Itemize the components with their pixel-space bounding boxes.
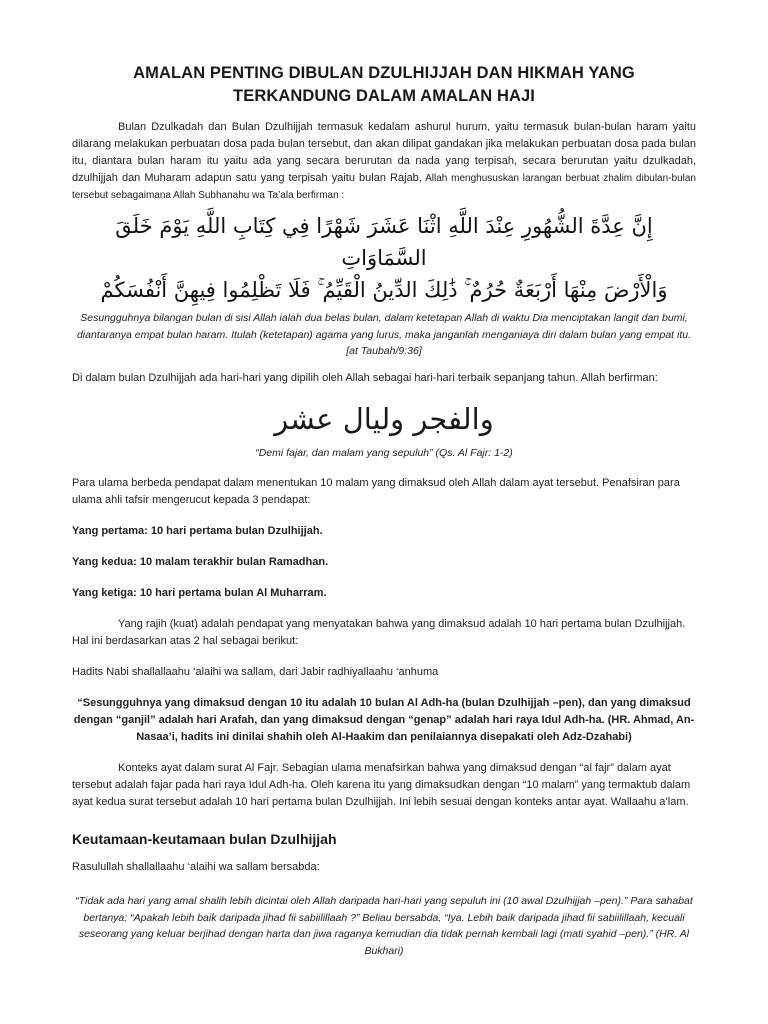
hadith-intro: Hadits Nabi shallallaahu ‘alaihi wa sallam, dari Jabir radhiyallaahu ‘anhuma — [72, 666, 439, 678]
intro-small-text: Allah menghususkan larangan berbuat zhalim dibulan-bulan tersebut sebagaimana Allah Subhanahu wa Ta’ala berfirman : — [72, 173, 696, 201]
ulama-paragraph: Para ulama berbeda pendapat dalam menentukan 10 malam yang dimaksud oleh Allah dalam ayat tersebut. Penafsiran para ulama ahli tafsir mengerucut kepada 3 pendapat: — [72, 477, 680, 506]
hadith-quote: “Sesungguhnya yang dimaksud dengan 10 itu adalah 10 bulan Al Adh-ha (bulan Dzulhijjah –pen), dan yang dimaksud dengan “ganjil” adalah hari Arafah, dan yang dimaksud dengan “genap” adalah hari raya Idul Adh-ha. (HR. Ahmad, An-Nasaa’i, hadits ini dinilai shahih oleh Al-Haakim dan penilaiannya disepakati oleh Adz-Dzahabi) — [73, 697, 695, 743]
section-heading: Keutamaan-keutamaan bulan Dzulhijjah — [72, 831, 337, 847]
title-line-2: TERKANDUNG DALAM AMALAN HAJI — [233, 87, 535, 105]
verse-translation: Sesungguhnya bilangan bulan di sisi Allah ialah dua belas bulan, dalam ketetapan Allah di waktu Dia menciptakan langit dan bumi, diantaranya empat bulan haram. Itulah (ketetapan) agama yang lurus, maka janganlah menganiaya diri dalam bulan yang empat itu. [at Taubah/9:36] — [76, 312, 692, 357]
document-title — [72, 62, 696, 108]
bukhari-quote: “Tidak ada hari yang amal shalih lebih dicintai oleh Allah daripada hari-hari yang sepuluh ini (10 awal Dzulhijjah –pen).” Para sahabat bertanya: “Apakah lebih baik daripada jihad fii sabiilillaah ?” Beliau bersabda, “Iya. Lebih baik daripada jihad fii sabiilillaah, kecuali seseorang yang keluar berjihad dengan harta dan jiwa raganya kemudian dia tidak pernah kembali lagi (mati syahid –pen).” (HR. Al Bukhari) — [75, 895, 693, 957]
title-line-1: AMALAN PENTING DIBULAN DZULHIJJAH DAN HIKMAH YANG — [133, 64, 635, 82]
arabic-verse-line-2: وَالْأَرْضَ مِنْهَا أَرْبَعَةٌ حُرُمٌ ۚ ذَٰلِكَ الدِّينُ الْقَيِّمُ ۚ فَلَا تَظْلِمُوا فِيهِنَّ أَنْفُسَكُمْ — [100, 278, 668, 302]
rasul-intro: Rasulullah shallallaahu ‘alaihi wa sallam bersabda: — [72, 861, 320, 873]
context-paragraph: Konteks ayat dalam surat Al Fajr. Sebagian ulama menafsirkan bahwa yang dimaksud dengan “al fajr” dalam ayat tersebut adalah fajar pada hari raya Idul Adh-ha. Oleh karena itu yang dimaksudkan dengan “10 malam” yang termaktub dalam ayat kedua surat tersebut adalah 10 hari pertama bulan Dzulhijjah. Ini lebih sesuai dengan konteks antar ayat. Wallaahu a’lam. — [72, 762, 691, 808]
opinion-3: Yang ketiga: 10 hari pertama bulan Al Muharram. — [72, 587, 327, 599]
arabic-verse — [72, 210, 696, 306]
arabic-short-verse: والفجر وليال عشر — [274, 401, 494, 436]
opinion-1: Yang pertama: 10 hari pertama bulan Dzulhijjah. — [72, 525, 323, 537]
intro-paragraph — [72, 119, 696, 204]
intro-text: Bulan Dzulkadah dan Bulan Dzulhijjah termasuk kedalam ashurul hurum, yaitu termasuk bulan-bulan haram yaitu dilarang melakukan perbuatan dosa pada bulan tersebut, dan akan dilipat gandakan jika melakukan perbuatan dosa pada bulan itu, diantara bulan haram itu yaitu ada yang secara berurutan da nada yang terpisah, secara berurutan yaitu dzulkadah, dzulhijjah dan Muharam adapun satu yang terpisah yaitu bulan Rajab, — [72, 121, 696, 184]
opinion-2: Yang kedua: 10 malam terakhir bulan Ramadhan. — [72, 556, 329, 568]
short-verse-translation: “Demi fajar, dan malam yang sepuluh” (Qs. Al Fajr: 1-2) — [255, 446, 513, 459]
rajih-paragraph: Yang rajih (kuat) adalah pendapat yang menyatakan bahwa yang dimaksud adalah 10 hari pertama bulan Dzulhijjah. Hal ini berdasarkan atas 2 hal sebagai berikut: — [72, 618, 686, 647]
best-days-paragraph: Di dalam bulan Dzulhijjah ada hari-hari yang dipilih oleh Allah sebagai hari-hari terbaik sepanjang tahun. Allah berfirman: — [72, 371, 658, 384]
arabic-verse-line-1: إِنَّ عِدَّةَ الشُّهُورِ عِنْدَ اللَّهِ اثْنَا عَشَرَ شَهْرًا فِي كِتَابِ اللَّهِ يَوْمَ خَلَقَ السَّمَاوَاتِ — [115, 214, 653, 270]
